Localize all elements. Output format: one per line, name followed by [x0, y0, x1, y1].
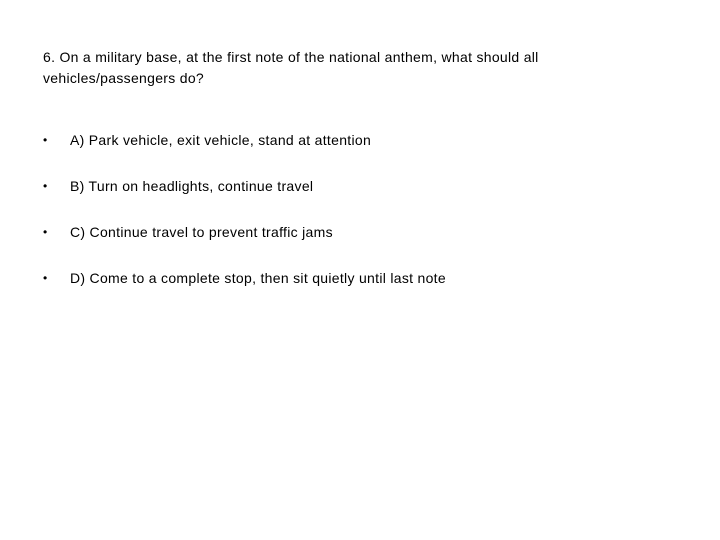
bullet-icon: •: [43, 133, 48, 147]
bullet-icon: •: [43, 225, 48, 239]
answer-option-b: [0, 176, 600, 196]
answer-option-d: [0, 268, 600, 288]
answer-option-text: C) Continue travel to prevent traffic jams: [70, 224, 333, 240]
answer-option-text: B) Turn on headlights, continue travel: [70, 178, 314, 194]
answer-option-c: [0, 222, 600, 242]
answer-option-text: A) Park vehicle, exit vehicle, stand at attention: [70, 132, 372, 148]
answer-option-text: D) Come to a complete stop, then sit quietly until last note: [70, 270, 446, 286]
bullet-icon: •: [43, 271, 48, 285]
bullet-icon: •: [43, 179, 48, 193]
question-text: 6. On a military base, at the first note of the national anthem, what should all vehicles/passengers do?: [43, 49, 539, 86]
answer-option-a: [0, 130, 600, 150]
